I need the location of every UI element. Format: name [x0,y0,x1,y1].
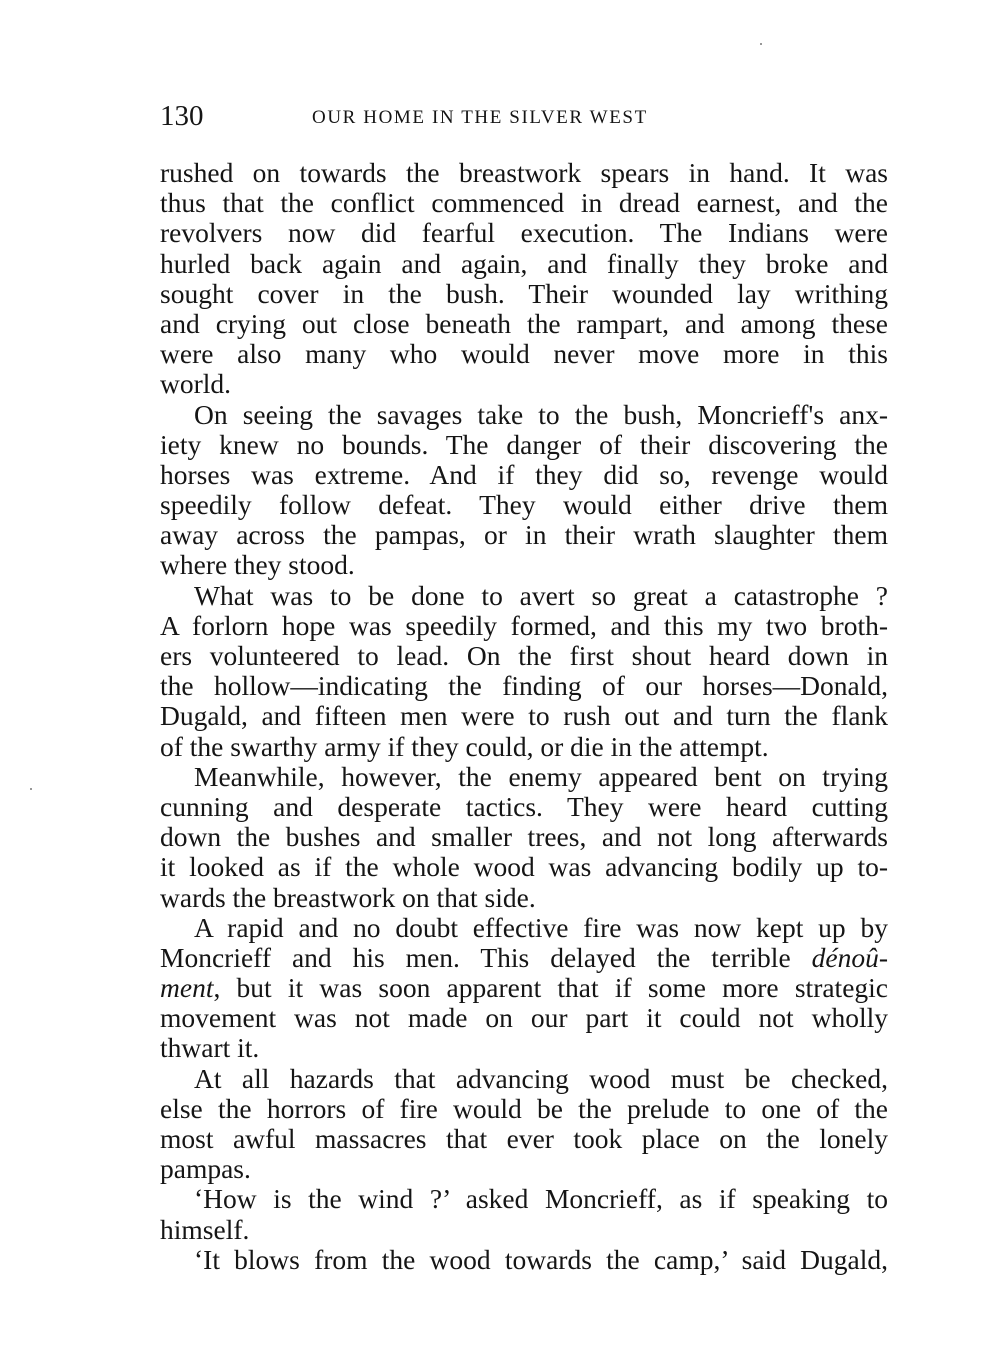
text-line: else the horrors of fire would be the prelude to one of the [160,1092,888,1124]
text-line: and crying out close beneath the rampart, and among these [160,307,888,339]
text-line: it looked as if the whole wood was advancing bodily up to- [160,851,888,883]
running-head [160,96,888,136]
page-speck [760,43,762,45]
text-line: What was to be done to avert so great a catastrophe ? [194,579,888,611]
text-line: speedily follow defeat. They would either drive them [160,489,888,521]
text-line: himself. [160,1213,250,1245]
text-line: At all hazards that advancing wood must be checked, [194,1062,888,1094]
text-line: Meanwhile, however, the enemy appeared bent on trying [194,760,888,792]
text-line: horses was extreme. And if they did so, revenge would [160,458,888,490]
text-line: ‘How is the wind ?’ asked Moncrieff, as if speaking to [194,1183,888,1215]
text-line: away across the pampas, or in their wrath slaughter them [160,519,888,551]
text-line: most awful massacres that ever took place on the lonely [160,1123,888,1154]
italic-term: ment [160,972,214,1004]
italic-term: dénoû- [811,941,888,973]
text-line: thwart it. [160,1032,260,1064]
text-line: pampas. [160,1153,251,1185]
text-line: down the bushes and smaller trees, and not long afterwards [160,821,888,853]
page-speck [30,788,32,790]
text-line: ‘It blows from the wood towards the camp,’ said Dugald, [194,1243,888,1275]
body-text [160,158,888,1275]
text-line: the hollow—indicating the finding of our horses—Donald, [160,670,888,702]
text-line: wards the breastwork on that side. [160,881,536,913]
text-line: movement was not made on our part it could not wholly [160,1002,888,1034]
text-line: were also many who would never move more in this [160,338,888,370]
text-line: Moncrieff and his men. This delayed the terrible dénoû- [160,941,888,973]
text-line: ment, but it was soon apparent that if some more strategic [160,972,888,1004]
text-line: iety knew no bounds. The danger of their discovering the [160,428,888,460]
text-line: ers volunteered to lead. On the first shout heard down in [160,640,888,671]
text-line: A forlorn hope was speedily formed, and this my two broth- [160,609,888,641]
text-line: rushed on towards the breastwork spears in hand. It was [160,157,888,188]
text-line: of the swarthy army if they could, or die in the attempt. [160,730,769,762]
text-line: cunning and desperate tactics. They were heard cutting [160,790,888,822]
page-number: 130 [160,100,204,132]
text-line: A rapid and no doubt effective fire was now kept up by [194,911,888,943]
text-line: sought cover in the bush. Their wounded lay writhing [160,277,888,309]
text-line: thus that the conflict commenced in dread earnest, and the [160,187,888,219]
text-line: Dugald, and fifteen men were to rush out and turn the flank [160,700,888,732]
text-line: world. [160,368,232,400]
text-line: On seeing the savages take to the bush, Moncrieff's anx- [194,398,888,430]
text-line: hurled back again and again, and finally they broke and [160,247,888,279]
running-title: OUR HOME IN THE SILVER WEST [312,107,648,128]
text-line: revolvers now did fearful execution. The Indians were [160,217,888,249]
text-line: where they stood. [160,549,355,581]
